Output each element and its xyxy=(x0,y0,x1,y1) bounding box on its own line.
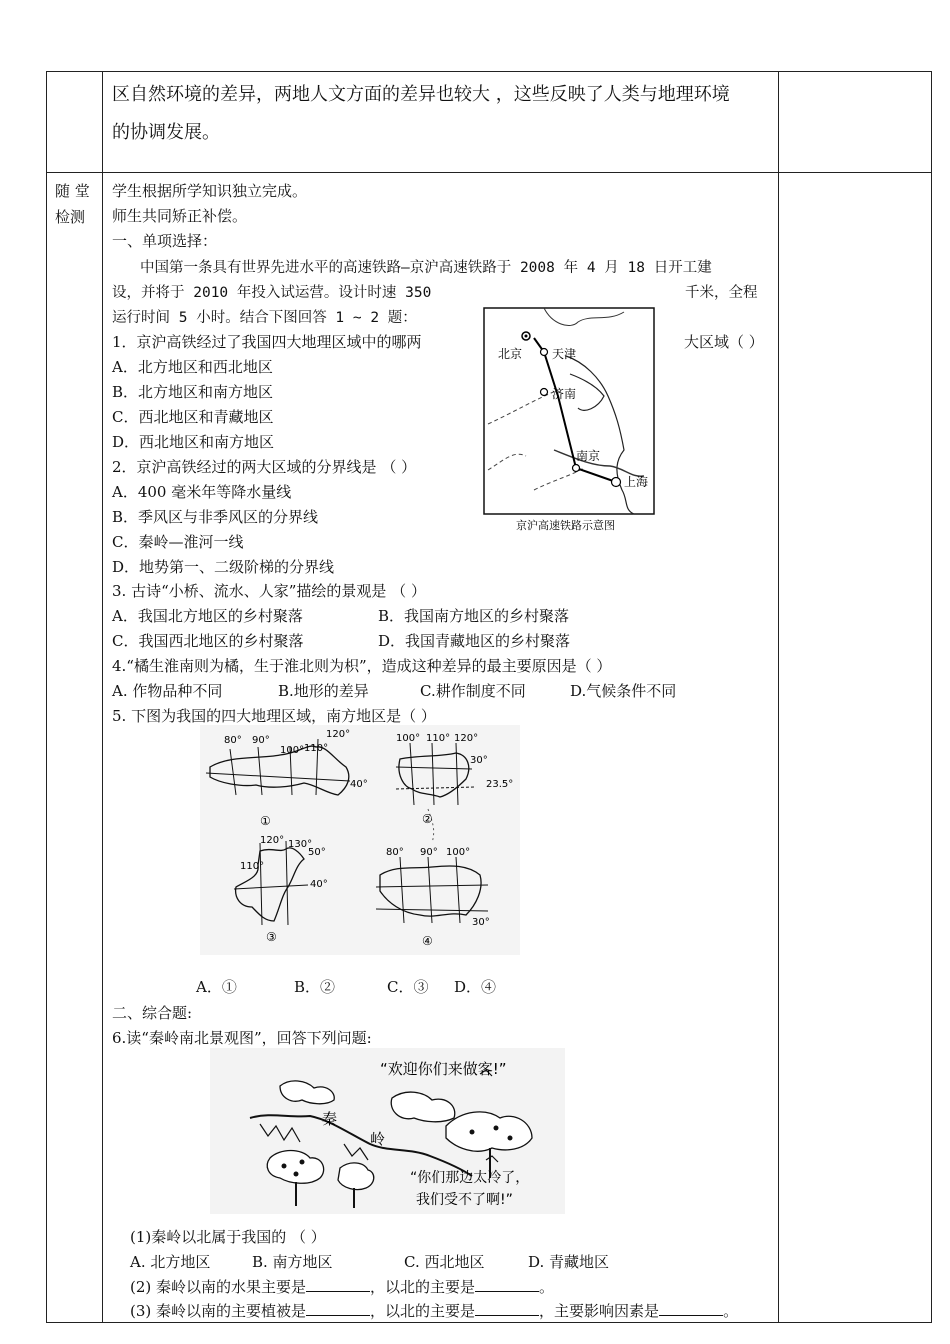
qinling-drawing xyxy=(210,1048,565,1214)
q6-sub1-option-a: A. 北方地区 xyxy=(130,1253,211,1271)
table-col-divider-1 xyxy=(102,71,103,1322)
passage-line-2b: 千米，全程 xyxy=(685,285,758,301)
label-ling: 岭 xyxy=(370,1130,386,1148)
section-label-2: 检测 xyxy=(55,208,86,226)
bubble-welcome: “欢迎你们来做客!” xyxy=(380,1060,507,1078)
passage-line-1: 中国第一条具有世界先进水平的高速铁路—京沪高速铁路于 2008 年 4 月 18 日开工建 xyxy=(140,260,712,276)
regions-drawing xyxy=(200,725,520,955)
q2-stem: 2．京沪高铁经过的两大区域的分界线是 （ ） xyxy=(112,458,417,476)
q1-option-d: D．西北地区和南方地区 xyxy=(112,433,275,451)
railway-map-drawing xyxy=(474,300,664,536)
q6-sub1-option-c: C. 西北地区 xyxy=(404,1253,485,1271)
q6-sub2 xyxy=(130,1276,554,1297)
q3-option-a: A．我国北方地区的乡村聚落 xyxy=(112,607,303,625)
p4-number: ④ xyxy=(422,934,433,948)
q6-sub2-text-c: 。 xyxy=(539,1278,555,1296)
q4-stem: 4.“橘生淮南则为橘，生于淮北则为枳”，造成这种差异的最主要原因是（ ） xyxy=(112,657,612,675)
q6-sub3 xyxy=(130,1300,738,1321)
map-caption: 京沪高速铁路示意图 xyxy=(516,519,615,532)
p2-label-1: 110° xyxy=(426,733,451,744)
q1-option-c: C．西北地区和青藏地区 xyxy=(112,408,274,426)
table-right-border xyxy=(931,71,932,1322)
part2-title: 二、综合题: xyxy=(112,1004,193,1022)
q2-option-c: C．秦岭—淮河一线 xyxy=(112,533,244,551)
q2-option-b: B．季风区与非季风区的分界线 xyxy=(112,508,319,526)
p3-label-3: 110° xyxy=(240,861,265,872)
q6-sub1: (1)秦岭以北属于我国的 （ ） xyxy=(130,1228,326,1246)
p1-label-1: 90° xyxy=(252,735,270,746)
q3-option-c: C．我国西北地区的乡村聚落 xyxy=(112,632,304,650)
p4-label-0: 80° xyxy=(386,847,404,858)
q4-option-b: B.地形的差异 xyxy=(278,682,369,700)
bottom-border xyxy=(46,1322,932,1323)
map-city-tianjin: 天津 xyxy=(552,347,577,361)
q3-stem: 3. 古诗“小桥、流水、人家”描绘的景观是 （ ） xyxy=(112,582,426,600)
map-city-beijing: 北京 xyxy=(498,347,523,361)
q5-option-a: A．① xyxy=(196,978,237,996)
intro-line-2: 的协调发展。 xyxy=(112,122,220,143)
map-city-shanghai: 上海 xyxy=(624,475,649,489)
q3-option-b: B．我国南方地区的乡村聚落 xyxy=(378,607,570,625)
p2-label-4: 23.5° xyxy=(486,779,514,790)
p2-label-3: 30° xyxy=(470,755,488,766)
q4-option-c: C.耕作制度不同 xyxy=(420,682,526,700)
answer-blank-south-fruit[interactable] xyxy=(306,1277,370,1292)
p1-label-3: 110° xyxy=(304,743,329,754)
p2-label-0: 100° xyxy=(396,733,421,744)
passage-line-2: 设，并将于 2010 年投入试运营。设计时速 350 xyxy=(112,285,432,301)
intro-1: 学生根据所学知识独立完成。 xyxy=(112,182,308,200)
intro-2: 师生共同矫正补偿。 xyxy=(112,207,248,225)
bubble-cold-1: “你们那边太冷了， xyxy=(410,1170,530,1186)
answer-blank-north-fruit[interactable] xyxy=(475,1277,539,1292)
q6-sub3-text-b: ，以北的主要是 xyxy=(370,1302,476,1320)
q2-option-d: D．地势第一、二级阶梯的分界线 xyxy=(112,558,335,576)
section-label-1: 随 堂 xyxy=(55,182,90,200)
railway-map xyxy=(474,300,664,536)
q6-sub3-text-c: ，主要影响因素是 xyxy=(539,1302,660,1320)
q6-sub1-option-b: B. 南方地区 xyxy=(252,1253,333,1271)
p3-label-1: 130° xyxy=(288,839,313,850)
answer-blank-south-vegetation[interactable] xyxy=(306,1301,370,1316)
intro-line-1: 区自然环境的差异，两地人文方面的差异也较大 ，这些反映了人类与地理环境 xyxy=(112,84,730,105)
q6-sub3-text-a: (3) 秦岭以南的主要植被是 xyxy=(130,1302,307,1320)
q6-stem: 6.读“秦岭南北景观图”，回答下列问题: xyxy=(112,1029,372,1047)
row-divider xyxy=(46,172,932,173)
part1-title: 一、单项选择： xyxy=(112,232,218,250)
p4-label-3: 30° xyxy=(472,917,490,928)
p1-label-4: 120° xyxy=(326,729,351,740)
q6-sub2-text-b: ，以北的主要是 xyxy=(370,1278,476,1296)
top-rule xyxy=(46,71,932,72)
q6-sub3-text-d: 。 xyxy=(723,1302,739,1320)
p1-label-0: 80° xyxy=(224,735,242,746)
p1-label-2: 100° xyxy=(280,745,305,756)
q1-option-b: B．北方地区和南方地区 xyxy=(112,383,274,401)
p3-label-4: 40° xyxy=(310,879,328,890)
q3-option-d: D．我国青藏地区的乡村聚落 xyxy=(378,632,571,650)
p2-label-2: 120° xyxy=(454,733,479,744)
table-col-divider-2 xyxy=(778,71,779,1322)
bubble-cold-2: 我们受不了啊!” xyxy=(416,1192,513,1208)
answer-blank-factor[interactable] xyxy=(659,1301,723,1316)
passage-line-3: 运行时间 5 小时。结合下图回答 1 ~ 2 题： xyxy=(112,310,417,326)
qinling-figure xyxy=(210,1048,565,1214)
map-city-nanjing: 南京 xyxy=(576,449,601,463)
p2-number: ② xyxy=(422,812,433,826)
q2-option-a: A．400 毫米年等降水量线 xyxy=(112,483,292,501)
regions-figure xyxy=(200,725,520,955)
p3-label-0: 120° xyxy=(260,835,285,846)
p3-label-2: 50° xyxy=(308,847,326,858)
q1-stem: 1．京沪高铁经过了我国四大地理区域中的哪两 xyxy=(112,333,422,351)
label-qin: 秦 xyxy=(322,1110,338,1128)
p4-label-2: 100° xyxy=(446,847,471,858)
answer-blank-north-vegetation[interactable] xyxy=(475,1301,539,1316)
q6-sub2-text-a: (2) 秦岭以南的水果主要是 xyxy=(130,1278,307,1296)
q1-option-a: A．北方地区和西北地区 xyxy=(112,358,273,376)
q5-stem: 5. 下图为我国的四大地理区域，南方地区是（ ） xyxy=(112,707,436,725)
q4-option-a: A. 作物品种不同 xyxy=(112,682,223,700)
map-city-jinan: 济南 xyxy=(552,387,577,401)
p4-label-1: 90° xyxy=(420,847,438,858)
p1-number: ① xyxy=(260,814,271,828)
table-left-border xyxy=(46,71,47,1322)
p1-label-5: 40° xyxy=(350,779,368,790)
q6-sub1-option-d: D. 青藏地区 xyxy=(528,1253,610,1271)
p3-number: ③ xyxy=(266,930,277,944)
q5-option-b: B．② xyxy=(294,978,336,996)
q4-option-d: D.气候条件不同 xyxy=(570,682,677,700)
q5-option-c: C．③ xyxy=(387,978,429,996)
q1-stem-end: 大区域（ ） xyxy=(684,333,764,351)
q5-option-d: D．④ xyxy=(454,978,497,996)
